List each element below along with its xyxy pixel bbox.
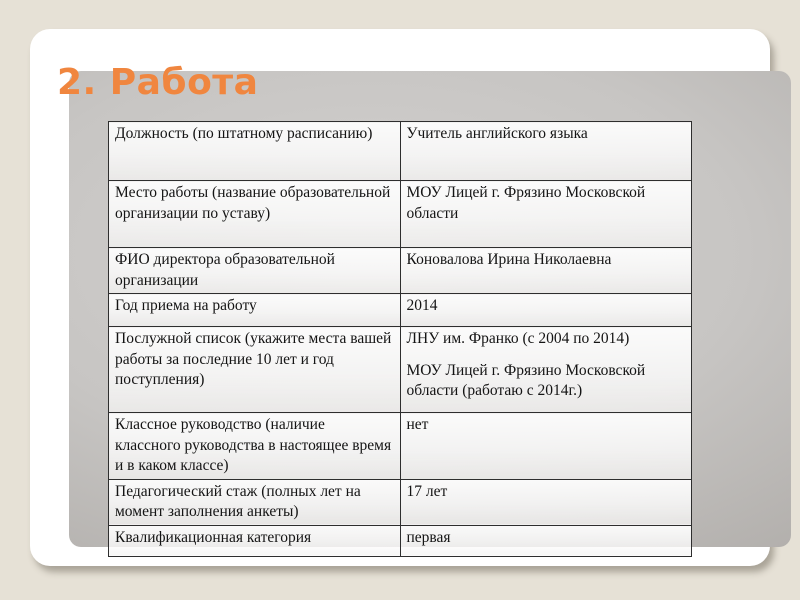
field-label-cell xyxy=(109,327,401,413)
field-value-cell xyxy=(400,479,692,525)
field-value-text: МОУ Лицей г. Фрязино Московской области (работаю с 2014г.) xyxy=(406,361,646,399)
field-value-cell xyxy=(400,248,692,294)
field-value-text: 2014 xyxy=(406,297,438,314)
table-row xyxy=(109,479,692,525)
field-label-cell xyxy=(109,525,401,556)
field-value-text: Учитель английского языка xyxy=(406,125,588,142)
field-value-text: первая xyxy=(406,528,451,546)
field-value-text: 17 лет xyxy=(406,482,448,500)
table-row xyxy=(109,181,692,248)
field-label-text: Послужной список (укажите места вашей работы за последние 10 лет и год поступления) xyxy=(115,330,392,388)
slide-title: 2. Работа xyxy=(57,62,259,103)
table-row xyxy=(109,525,692,556)
table-row xyxy=(109,248,692,294)
table-row xyxy=(109,122,692,181)
field-label-text: Педагогический стаж (полных лет на момент заполнения анкеты) xyxy=(115,482,361,520)
field-label-text: Место работы (название образовательной организации по уставу) xyxy=(115,184,391,222)
field-value-text: Коновалова Ирина Николаевна xyxy=(406,251,612,268)
field-label-text: Классное руководство (наличие классного руководства в настоящее время и в каком классе) xyxy=(115,416,392,474)
field-label-text: Квалификационная категория xyxy=(115,528,312,546)
table-row xyxy=(109,413,692,480)
field-value-text: МОУ Лицей г. Фрязино Московской области xyxy=(406,184,646,222)
field-value-cell xyxy=(400,525,692,556)
field-label-cell xyxy=(109,248,401,294)
work-info-table-body xyxy=(109,122,692,557)
field-value-text: нет xyxy=(406,416,429,433)
field-label-cell xyxy=(109,413,401,480)
table-row xyxy=(109,327,692,413)
field-label-cell xyxy=(109,294,401,327)
work-info-table xyxy=(108,121,692,557)
field-label-text: ФИО директора образовательной организации xyxy=(115,251,335,289)
field-label-text: Должность (по штатному расписанию) xyxy=(115,125,373,142)
field-value-cell xyxy=(400,122,692,181)
field-label-cell xyxy=(109,181,401,248)
field-value-cell xyxy=(400,181,692,248)
field-label-cell xyxy=(109,122,401,181)
field-value-cell xyxy=(400,294,692,327)
field-label-text: Год приема на работу xyxy=(115,297,257,314)
field-value-cell xyxy=(400,327,692,413)
field-label-cell xyxy=(109,479,401,525)
field-value-text: ЛНУ им. Франко (с 2004 по 2014) xyxy=(406,330,630,347)
table-row xyxy=(109,294,692,327)
field-value-cell xyxy=(400,413,692,480)
